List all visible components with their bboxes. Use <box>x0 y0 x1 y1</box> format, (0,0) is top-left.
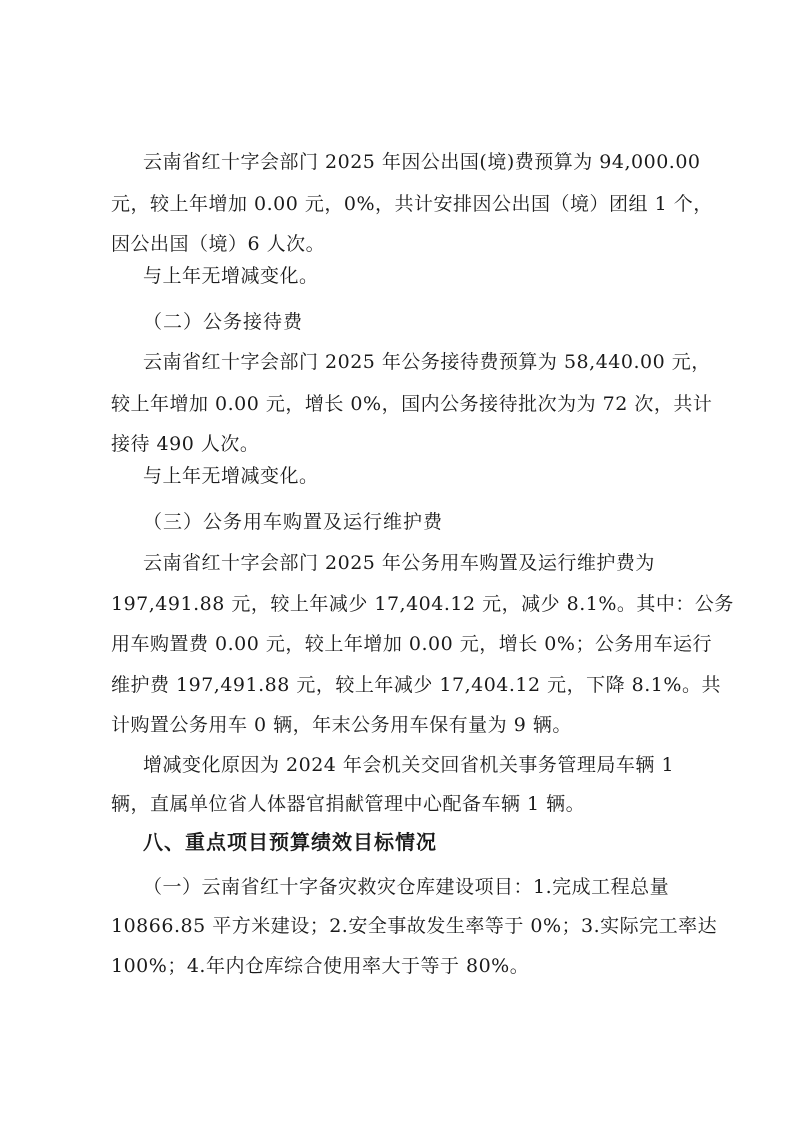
paragraph-line: 云南省红十字会部门 2025 年因公出国(境)费预算为 94,000.00 <box>143 151 701 173</box>
paragraph-line: 较上年增加 0.00 元，增长 0%，国内公务接待批次为为 72 次，共计 <box>111 393 713 415</box>
paragraph-line: 云南省红十字会部门 2025 年公务接待费预算为 58,440.00 元， <box>143 351 711 373</box>
paragraph-line: 增减变化原因为 2024 年会机关交回省机关事务管理局车辆 1 <box>143 754 675 776</box>
paragraph-line: 100%；4.年内仓库综合使用率大于等于 80%。 <box>111 955 530 977</box>
paragraph-line: 197,491.88 元，较上年减少 17,404.12 元，减少 8.1%。其中：公务 <box>111 593 734 615</box>
paragraph-line: 辆，直属单位省人体器官捐献管理中心配备车辆 1 辆。 <box>111 793 586 815</box>
paragraph-line: 元，较上年增加 0.00 元，0%，共计安排因公出国（境）团组 1 个， <box>111 193 713 215</box>
paragraph-line: 与上年无增减变化。 <box>143 465 319 487</box>
paragraph-line: 接待 490 人次。 <box>111 433 260 455</box>
paragraph-line: 计购置公务用车 0 辆，年末公务用车保有量为 9 辆。 <box>111 714 572 736</box>
paragraph-line: （一）云南省红十字备灾救灾仓库建设项目：1.完成工程总量 <box>143 876 670 898</box>
paragraph-line: 云南省红十字会部门 2025 年公务用车购置及运行维护费为 <box>143 552 655 574</box>
paragraph-line: 与上年无增减变化。 <box>143 265 319 287</box>
section-heading: 八、重点项目预算绩效目标情况 <box>143 830 437 854</box>
paragraph-line: 10866.85 平方米建设；2.安全事故发生率等于 0%；3.实际完工率达 <box>111 915 718 937</box>
paragraph-line: 维护费 197,491.88 元，较上年减少 17,404.12 元，下降 8.1%。共 <box>111 674 721 696</box>
section-subheading: （三）公务用车购置及运行维护费 <box>143 511 444 533</box>
paragraph-line: 因公出国（境）6 人次。 <box>111 233 326 255</box>
paragraph-line: 用车购置费 0.00 元，较上年增加 0.00 元，增长 0%；公务用车运行 <box>111 633 712 655</box>
section-subheading: （二）公务接待费 <box>143 311 304 333</box>
